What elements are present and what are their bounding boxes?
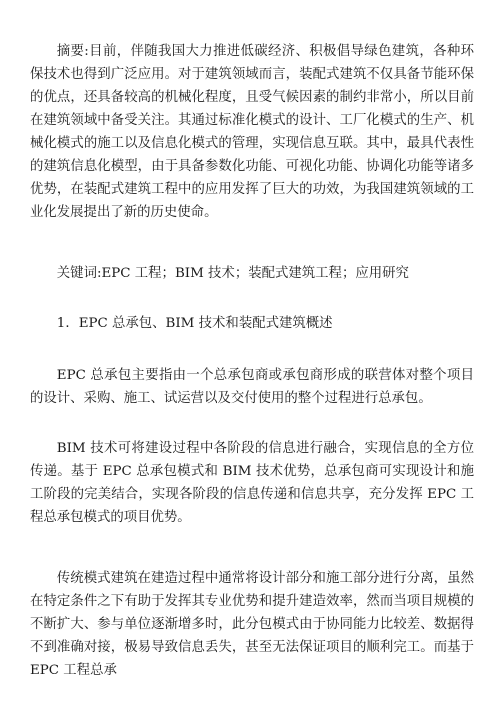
keywords-line: 关键词:EPC 工程；BIM 技术；装配式建筑工程；应用研究 xyxy=(56,266,409,281)
section-heading: 1．EPC 总承包、BIM 技术和装配式建筑概述 xyxy=(56,316,333,331)
bim-paragraph: BIM 技术可将建设过程中各阶段的信息进行融合，实现信息的全方位传递。基于 EPC 总承包模式和 BIM 技术优势，总承包商可实现设计和施工阶段的完美结合，实现各阶段的信息传递和信息共享，充分发挥 EPC 工程总承包模式的项目优势。 xyxy=(30,441,474,525)
abstract-paragraph: 摘要:目前，伴随我国大力推进低碳经济、积极倡导绿色建筑，各种环保技术也得到广泛应用。对于建筑领域而言，装配式建筑不仅具备节能环保的优点，还具备较高的机械化程度，且受气候因素的制约非常小，所以目前在建筑领域中备受关注。其通过标准化模式的设计、工厂化模式的生产、机械化模式的施工以及信息化模式的管理，实现信息互联。其中，最具代表性的建筑信息化模型，由于具备参数化功能、可视化功能、协调化功能等诸多优势，在装配式建筑工程中的应用发挥了巨大的功效，为我国建筑领域的工业化发展提出了新的历史使命。 xyxy=(30,44,474,220)
epc-paragraph: EPC 总承包主要指由一个总承包商或承包商形成的联营体对整个项目的设计、采购、施工、试运营以及交付使用的整个过程进行总承包。 xyxy=(30,368,474,406)
traditional-mode-paragraph: 传统模式建筑在建造过程中通常将设计部分和施工部分进行分离，虽然在特定条件之下有助于发挥其专业优势和提升建造效率，然而当项目规模的不断扩大、参与单位逐渐增多时，此分包模式由于协同能力比较差、数据得不到准确对接，极易导致信息丢失，甚至无法保证项目的顺利完工。而基于 EPC 工程总承 xyxy=(30,571,474,678)
